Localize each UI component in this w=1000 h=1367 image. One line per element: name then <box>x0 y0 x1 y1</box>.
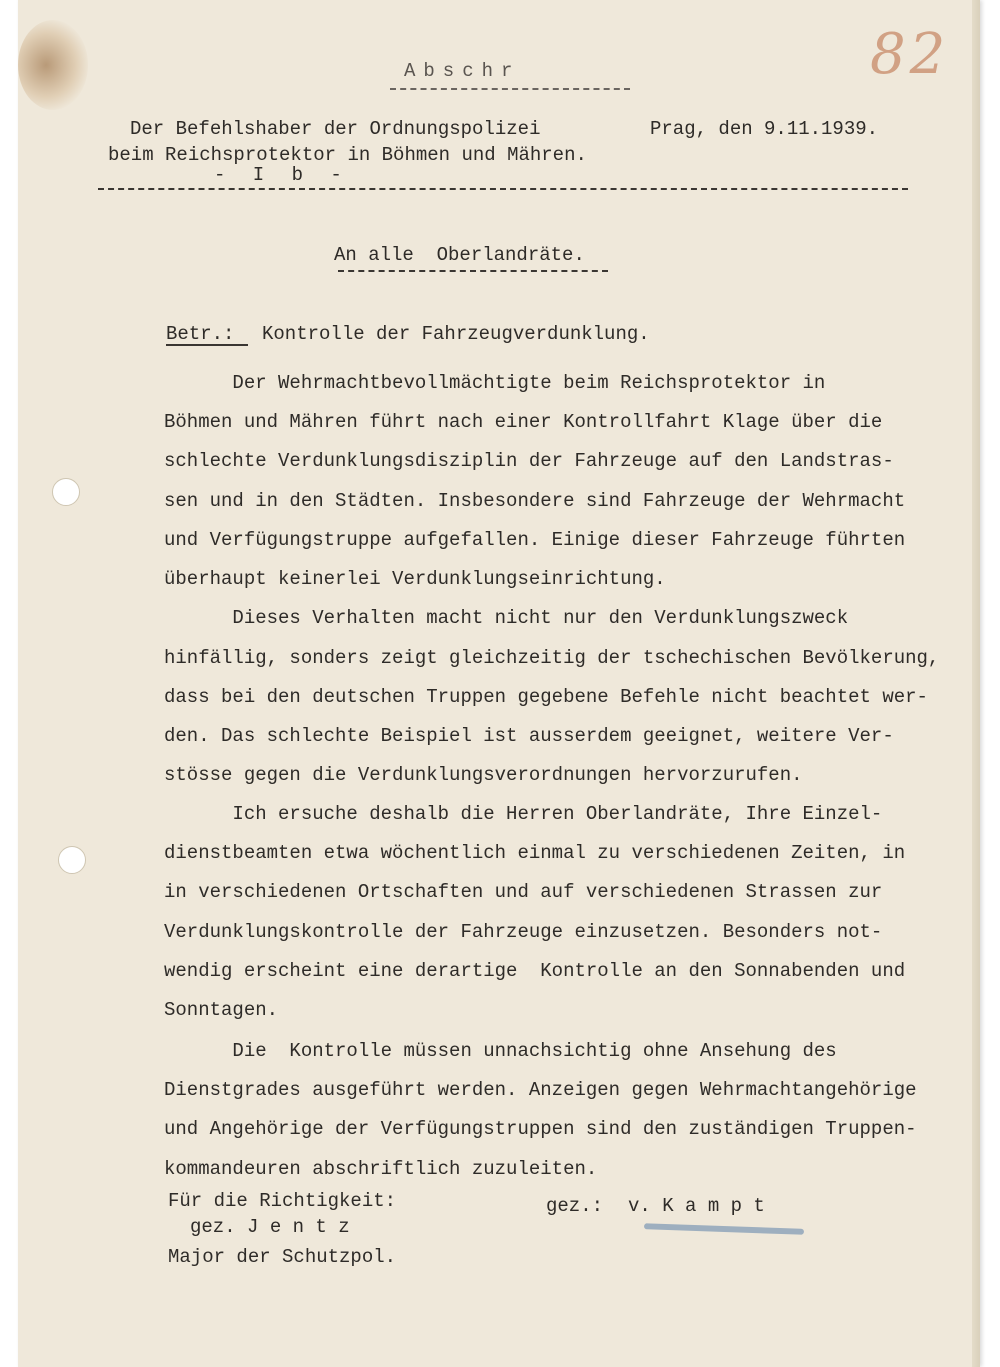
sender-line-2: beim Reichsprotektor in Böhmen und Mähren. <box>108 144 587 166</box>
subject-label-underline <box>166 344 248 346</box>
certifier-name: gez. J e n t z <box>190 1216 350 1238</box>
paragraph-line: schlechte Verdunklungsdisziplin der Fahrzeuge auf den Landstras- <box>164 450 894 472</box>
page-edge <box>972 0 980 1367</box>
header-divider <box>98 188 908 190</box>
paragraph-line: hinfällig, sonders zeigt gleichzeitig der tschechischen Bevölkerung, <box>164 647 940 669</box>
paragraph-line: Der Wehrmachtbevollmächtigte beim Reichsprotektor in <box>164 372 826 394</box>
paragraph-line: Die Kontrolle müssen unnachsichtig ohne Ansehung des <box>164 1040 837 1062</box>
place-date: Prag, den 9.11.1939. <box>650 118 879 140</box>
subject-text: Kontrolle der Fahrzeugverdunklung. <box>262 323 650 345</box>
paragraph-line: Sonntagen. <box>164 999 279 1021</box>
subject-label: Betr.: <box>166 323 235 345</box>
punch-hole-bottom <box>58 846 86 874</box>
department-code: - I b - <box>214 164 350 186</box>
paragraph-line: und Verfügungstruppe aufgefallen. Einige dieser Fahrzeuge führten <box>164 529 906 551</box>
heading-stamp: Abschr <box>404 60 521 82</box>
paragraph-line: und Angehörige der Verfügungstruppen sind den zuständigen Truppen- <box>164 1118 917 1140</box>
certification-label: Für die Richtigkeit: <box>168 1190 397 1212</box>
addressee-underline <box>338 270 608 272</box>
paragraph-line: den. Das schlechte Beispiel ist ausserdem geeignet, weitere Ver- <box>164 725 894 747</box>
document-page <box>18 0 980 1367</box>
paragraph-line: wendig erscheint eine derartige Kontrolle an den Sonnabenden und <box>164 960 906 982</box>
pencil-underline <box>644 1223 804 1235</box>
paragraph-line: stösse gegen die Verdunklungsverordnungen hervorzurufen. <box>164 764 803 786</box>
paragraph-line: sen und in den Städten. Insbesondere sind Fahrzeuge der Wehrmacht <box>164 490 906 512</box>
punch-hole-top <box>52 478 80 506</box>
archive-number: 82 <box>870 22 950 87</box>
paragraph-line: in verschiedenen Ortschaften und auf verschiedenen Strassen zur <box>164 881 883 903</box>
heading-underline <box>390 88 630 90</box>
paragraph-line: dass bei den deutschen Truppen gegebene Befehle nicht beachtet wer- <box>164 686 928 708</box>
signed-label: gez.: <box>546 1195 604 1217</box>
paragraph-line: Böhmen und Mähren führt nach einer Kontrollfahrt Klage über die <box>164 411 883 433</box>
rust-stain <box>18 20 88 110</box>
certifier-rank: Major der Schutzpol. <box>168 1246 397 1268</box>
sender-line-1: Der Befehlshaber der Ordnungspolizei <box>130 118 541 140</box>
paragraph-line: Dieses Verhalten macht nicht nur den Verdunklungszweck <box>164 607 849 629</box>
addressee: An alle Oberlandräte. <box>334 244 585 266</box>
signer-name: v. K a m p t <box>628 1195 765 1217</box>
paragraph-line: dienstbeamten etwa wöchentlich einmal zu verschiedenen Zeiten, in <box>164 842 906 864</box>
paragraph-line: Ich ersuche deshalb die Herren Oberlandräte, Ihre Einzel- <box>164 803 883 825</box>
paragraph-line: Verdunklungskontrolle der Fahrzeuge einzusetzen. Besonders not- <box>164 921 883 943</box>
paragraph-line: kommandeuren abschriftlich zuzuleiten. <box>164 1158 598 1180</box>
paragraph-line: überhaupt keinerlei Verdunklungseinrichtung. <box>164 568 666 590</box>
paragraph-line: Dienstgrades ausgeführt werden. Anzeigen gegen Wehrmachtangehörige <box>164 1079 917 1101</box>
